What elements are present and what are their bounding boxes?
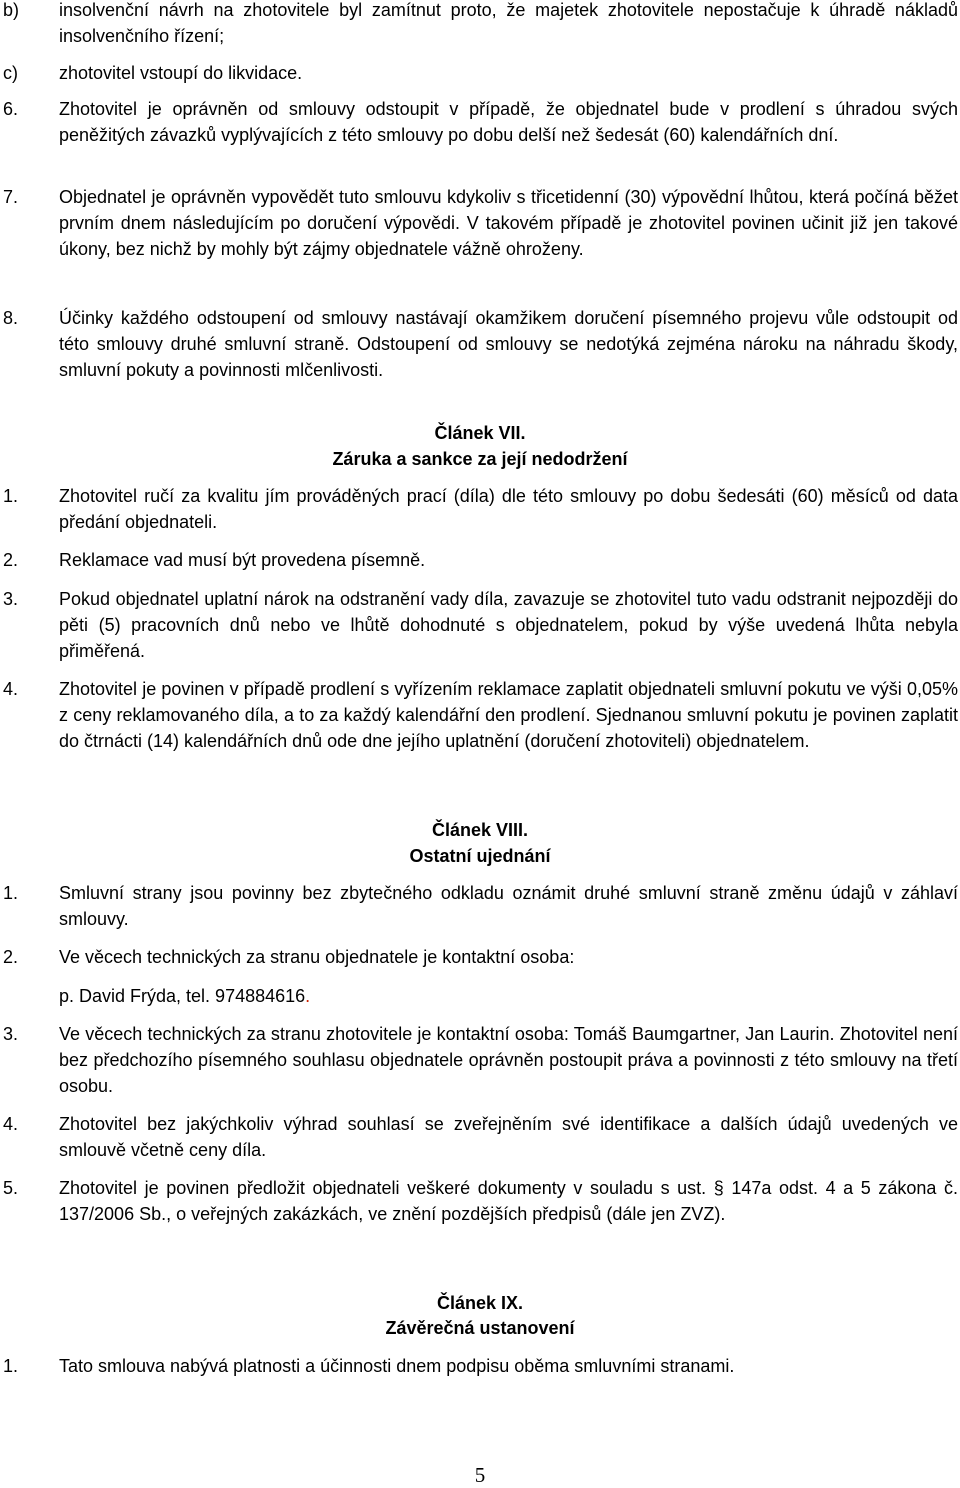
item-number: 4.	[3, 1114, 19, 1134]
list-item	[0, 184, 958, 262]
list-item	[0, 676, 958, 754]
item-number: 2.	[3, 947, 19, 967]
list-item	[0, 305, 958, 383]
item-text: Tato smlouva nabývá platnosti a účinnosti dnem podpisu oběma smluvními stranami.	[59, 1356, 735, 1376]
item-number: 8.	[3, 308, 19, 328]
article-subtitle: Závěrečná ustanovení	[385, 1318, 575, 1338]
item-number: c)	[3, 63, 18, 83]
list-item	[0, 547, 958, 573]
item-text: Objednatel je oprávněn vypovědět tuto smlouvu kdykoliv s třicetidenní (30) výpovědní lhůtou, která počíná běžet prvním dnem následujícím po doručení výpovědi. V takovém případě je zhotovitel povinen učinit již jen takové úkony, bez nichž by mohly být zájmy objednatele vážně ohroženy.	[59, 187, 958, 259]
item-number: 2.	[3, 550, 19, 570]
item-number: 5.	[3, 1178, 19, 1198]
list-item	[0, 1353, 958, 1379]
item-number: 7.	[3, 187, 19, 207]
item-number: 3.	[3, 589, 19, 609]
item-text: Pokud objednatel uplatní nárok na odstranění vady díla, zavazuje se zhotovitel tuto vadu odstranit nejpozději do pěti (5) pracovních dnů nebo ve lhůtě dohodnuté s objednatelem, pokud by výše uvedená lhůta nebyla přiměřená.	[59, 589, 958, 661]
item-text: Zhotovitel ručí za kvalitu jím prováděných prací (díla) dle této smlouvy po dobu šedesáti (60) měsíců od data předání objednateli.	[59, 486, 958, 532]
item-number: 1.	[3, 486, 19, 506]
item-number: 3.	[3, 1024, 19, 1044]
list-item	[0, 60, 958, 86]
item-number: 4.	[3, 679, 19, 699]
item-number: 1.	[3, 1356, 19, 1376]
list-item	[0, 483, 958, 535]
item-text: Zhotovitel je oprávněn od smlouvy odstoupit v případě, že objednatel bude v prodlení s úhradou svých peněžitých závazků vyplývajících z této smlouvy po dobu delší než šedesát (60) kalendářních dní.	[59, 99, 958, 145]
item-text: Zhotovitel bez jakýchkoliv výhrad souhlasí se zveřejněním své identifikace a dalších údajů uvedených ve smlouvě včetně ceny díla.	[59, 1114, 958, 1160]
list-item	[0, 96, 958, 148]
article-subtitle: Záruka a sankce za její nedodržení	[332, 449, 628, 469]
contact-line	[0, 983, 958, 1009]
list-item	[0, 880, 958, 932]
item-text: Zhotovitel je povinen předložit objednateli veškeré dokumenty v souladu s ust. § 147a odst. 4 a 5 zákona č. 137/2006 Sb., o veřejných zakázkách, ve znění pozdějších předpisů (dále jen ZVZ).	[59, 1178, 958, 1224]
article-title: Článek IX.	[436, 1293, 524, 1313]
page-number: 5	[474, 1463, 486, 1487]
item-text: Ve věcech technických za stranu objednatele je kontaktní osoba:	[59, 947, 575, 967]
item-text: zhotovitel vstoupí do likvidace.	[59, 63, 303, 83]
item-text: insolvenční návrh na zhotovitele byl zamítnut proto, že majetek zhotovitele nepostačuje k úhradě nákladů insolvenčního řízení;	[59, 0, 958, 46]
list-item	[0, 1021, 958, 1099]
list-item	[0, 944, 958, 970]
item-text: Ve věcech technických za stranu zhotovitele je kontaktní osoba: Tomáš Baumgartner, Jan Laurin. Zhotovitel není bez předchozího písemného souhlasu objednatele oprávněn postoupit práva a povinnosti z této smlouvy na třetí osobu.	[59, 1024, 958, 1096]
item-text: Účinky každého odstoupení od smlouvy nastávají okamžikem doručení písemného projevu vůle odstoupit od této smlouvy druhé smluvní straně. Odstoupení od smlouvy se nedotýká zejména nároku na náhradu škody, smluvní pokuty a povinnosti mlčenlivosti.	[59, 308, 958, 380]
list-item	[0, 1111, 958, 1163]
item-text: Reklamace vad musí být provedena písemně.	[59, 550, 426, 570]
article-title: Článek VII.	[434, 423, 526, 443]
item-number: b)	[3, 0, 20, 20]
list-item	[0, 0, 958, 49]
list-item	[0, 1175, 958, 1227]
article-subtitle: Ostatní ujednání	[409, 846, 551, 866]
article-title: Článek VIII.	[431, 820, 529, 840]
contact-text: p. David Frýda, tel. 974884616	[59, 986, 306, 1006]
item-text: Zhotovitel je povinen v případě prodlení s vyřízením reklamace zaplatit objednateli smluvní pokutu ve výši 0,05% z ceny reklamovaného díla, a to za každý kalendářní den prodlení. Sjednanou smluvní pokutu je povinen zaplatit do čtrnácti (14) kalendářních dnů ode dne jejího uplatnění (doručení zhotoviteli) objednatelem.	[59, 679, 958, 751]
contact-suffix: .	[305, 986, 311, 1006]
list-item	[0, 586, 958, 664]
item-number: 6.	[3, 99, 19, 119]
item-number: 1.	[3, 883, 19, 903]
item-text: Smluvní strany jsou povinny bez zbytečného odkladu oznámit druhé smluvní straně změnu údajů v záhlaví smlouvy.	[59, 883, 958, 929]
